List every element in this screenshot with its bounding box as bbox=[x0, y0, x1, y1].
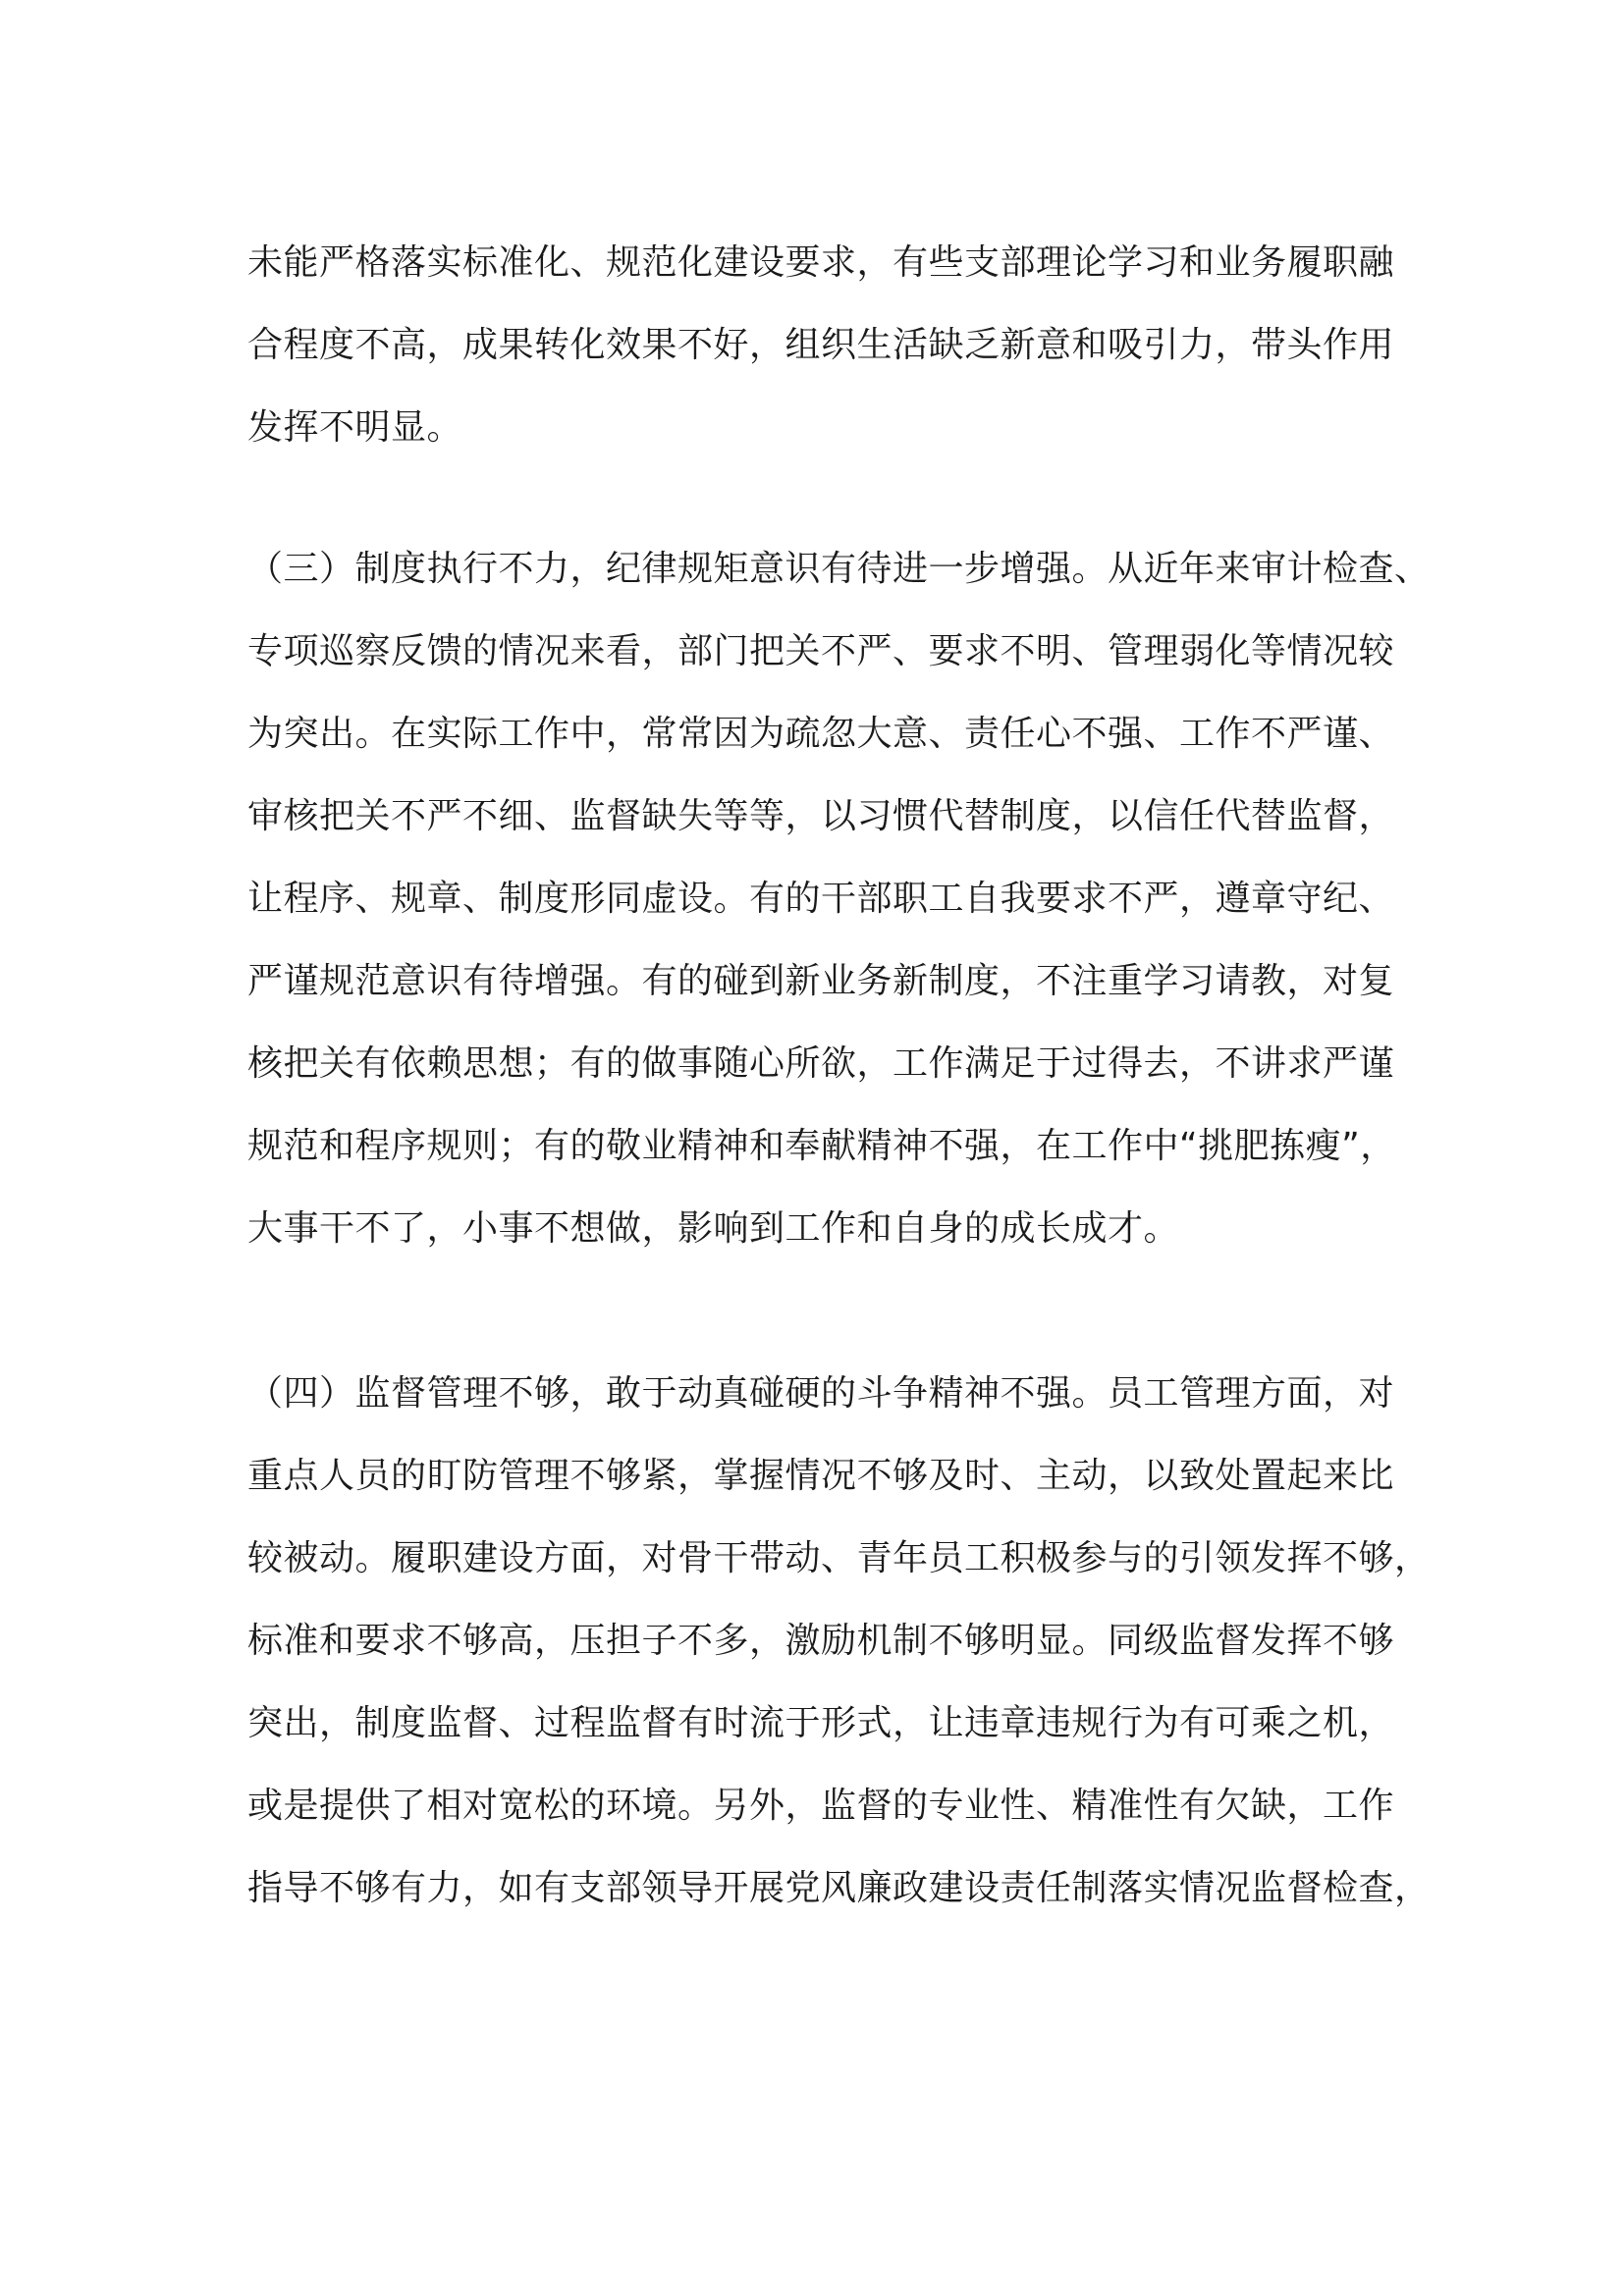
text-line: 标准和要求不够高，压担子不多，激励机制不够明显。同级监督发挥不够 bbox=[247, 1621, 1395, 1661]
text-line: 审核把关不严不细、监督缺失等等，以习惯代替制度，以信任代替监督， bbox=[247, 796, 1395, 836]
text-line: 较被动。履职建设方面，对骨干带动、青年员工积极参与的引领发挥不够， bbox=[247, 1538, 1431, 1578]
text-line: 或是提供了相对宽松的环境。另外，监督的专业性、精准性有欠缺，工作 bbox=[247, 1786, 1395, 1826]
text-line: 重点人员的盯防管理不够紧，掌握情况不够及时、主动，以致处置起来比 bbox=[247, 1456, 1395, 1496]
text-line: 规范和程序规则；有的敬业精神和奉献精神不强，在工作中“挑肥拣瘦”， bbox=[247, 1126, 1396, 1166]
paragraph-continuation bbox=[247, 222, 1426, 469]
paragraph-section-four bbox=[247, 1353, 1431, 1930]
text-line: （三）制度执行不力，纪律规矩意识有待进一步增强。从近年来审计检查、 bbox=[247, 549, 1431, 589]
text-line: 突出，制度监督、过程监督有时流于形式，让违章违规行为有可乘之机， bbox=[247, 1703, 1395, 1743]
text-line: 严谨规范意识有待增强。有的碰到新业务新制度，不注重学习请教，对复 bbox=[247, 961, 1395, 1001]
text-line: 核把关有依赖思想；有的做事随心所欲，工作满足于过得去，不讲求严谨 bbox=[247, 1043, 1395, 1084]
text-line: 专项巡察反馈的情况来看，部门把关不严、要求不明、管理弱化等情况较 bbox=[247, 631, 1395, 671]
text-line: 为突出。在实际工作中，常常因为疏忽大意、责任心不强、工作不严谨、 bbox=[247, 714, 1395, 754]
text-line: （四）监督管理不够，敢于动真碰硬的斗争精神不强。员工管理方面，对 bbox=[247, 1373, 1395, 1414]
paragraph-section-three bbox=[247, 528, 1431, 1270]
text-line: 大事干不了，小事不想做，影响到工作和自身的成长成才。 bbox=[247, 1208, 1180, 1249]
text-line: 让程序、规章、制度形同虚设。有的干部职工自我要求不严，遵章守纪、 bbox=[247, 879, 1395, 919]
text-line: 指导不够有力，如有支部领导开展党风廉政建设责任制落实情况监督检查， bbox=[247, 1868, 1431, 1908]
text-line: 未能严格落实标准化、规范化建设要求，有些支部理论学习和业务履职融 bbox=[247, 242, 1395, 283]
text-line: 合程度不高，成果转化效果不好，组织生活缺乏新意和吸引力，带头作用 bbox=[247, 325, 1395, 365]
text-line: 发挥不明显。 bbox=[247, 407, 463, 448]
